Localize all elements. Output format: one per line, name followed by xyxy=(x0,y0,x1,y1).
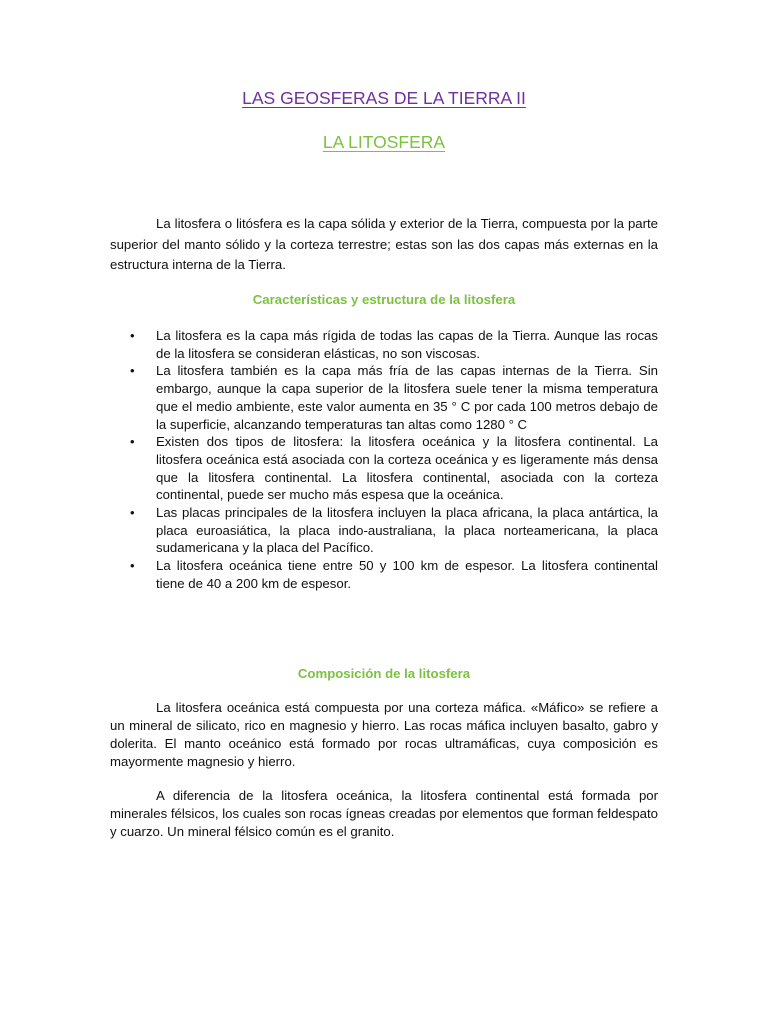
bullet-icon: • xyxy=(130,505,135,521)
section-heading-caracteristicas: Características y estructura de la litosfera xyxy=(252,292,516,307)
bullet-icon: • xyxy=(130,363,135,379)
list-item-text: La litosfera es la capa más rígida de todas las capas de la Tierra. Aunque las rocas de la litosfera se consideran elásticas, no son viscosas. xyxy=(156,328,658,361)
composition-paragraph-2: A diferencia de la litosfera oceánica, la litosfera continental está formada por minerales félsicos, los cuales son rocas ígneas creadas por elementos que forman feldespato y cuarzo. Un mineral félsico común es el granito. xyxy=(110,788,658,839)
list-item-text: La litosfera también es la capa más fría de las capas internas de la Tierra. Sin embargo, aunque la capa superior de la litosfera suele tener la misma temperatura que el medio ambiente, este valor aumenta en 35 ° C por cada 100 metros debajo de la superficie, alcanzando temperaturas tan altas como 1280 ° C xyxy=(156,363,658,432)
composition-paragraph-1: La litosfera oceánica está compuesta por una corteza máfica. «Máfico» se refiere a un mineral de silicato, rico en magnesio y hierro. Las rocas máfica incluyen basalto, gabro y dolerita. El manto oceánico está formado por rocas ultramáficas, cuya composición es mayormente magnesio y hierro. xyxy=(110,700,658,769)
section-heading-composicion: Composición de la litosfera xyxy=(297,666,471,681)
list-item xyxy=(110,327,658,362)
list-item-text: Las placas principales de la litosfera incluyen la placa africana, la placa antártica, la placa euroasiática, la placa indo-australiana, la placa norteamericana, la placa sudamericana y la placa del Pacífico. xyxy=(156,505,658,556)
characteristics-list xyxy=(110,327,658,593)
list-item xyxy=(110,362,658,433)
list-item xyxy=(110,557,658,592)
intro-paragraph: La litosfera o litósfera es la capa sólida y exterior de la Tierra, compuesta por la parte superior del manto sólido y la corteza terrestre; estas son las dos capas más externas en la estructura interna de la Tierra. xyxy=(110,216,658,272)
list-item xyxy=(110,504,658,557)
bullet-icon: • xyxy=(130,328,135,343)
document-subtitle: LA LITOSFERA xyxy=(322,132,446,152)
list-item-text: La litosfera oceánica tiene entre 50 y 100 km de espesor. La litosfera continental tiene de 40 a 200 km de espesor. xyxy=(156,558,658,591)
bullet-icon: • xyxy=(130,434,135,450)
bullet-icon: • xyxy=(130,558,135,574)
document-title: LAS GEOSFERAS DE LA TIERRA II xyxy=(242,88,526,108)
list-item-text: Existen dos tipos de litosfera: la litosfera oceánica y la litosfera continental. La litosfera oceánica está asociada con la corteza oceánica y es ligeramente más densa que la litosfera continental. La litosfera continental, asociada con la corteza continental, puede ser mucho más espesa que la oceánica. xyxy=(156,434,658,503)
list-item xyxy=(110,433,658,504)
